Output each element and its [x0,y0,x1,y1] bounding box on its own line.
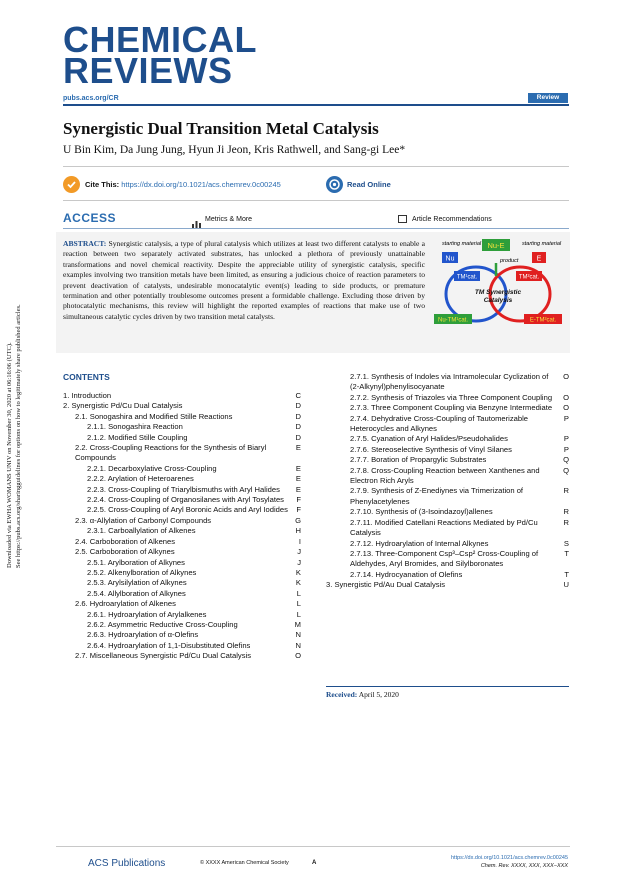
toc-entry[interactable] [63,412,301,422]
toc-center-line2: Catalysis [483,297,513,304]
toc-entry[interactable] [326,455,569,465]
toc-entry[interactable] [63,433,301,443]
toc-entry-label: 2.6.3. Hydroarylation of α-Olefins [87,630,199,640]
footer-doi[interactable]: https://dx.doi.org/10.1021/acs.chemrev.0c00245 [451,855,568,861]
toc-entry[interactable] [326,570,569,580]
toc-entry[interactable] [326,580,569,590]
toc-entry[interactable] [63,516,301,526]
toc-entry-page: R [563,507,569,517]
toc-entry-page: O [295,651,301,661]
toc-entry[interactable] [63,599,301,609]
toc-entry[interactable] [326,434,569,444]
toc-entry-label: 2.2.3. Cross-Coupling of Triarylbismuths with Aryl Halides [87,484,280,494]
toc-entry-label: 2.7.10. Synthesis of (3-Isoindazoyl)allenes [350,507,493,517]
toc-entry-page: P [563,444,569,454]
toc-entry-label: 2.5.3. Arylsilylation of Alkynes [87,578,187,588]
toc-entry-page: H [295,526,301,536]
page-number: A [312,860,317,866]
toc-entry-page: N [295,640,301,650]
toc-entry[interactable] [63,474,301,484]
toc-entry-label: 2.3. α-Allylation of Carbonyl Compounds [75,515,212,525]
toc-entry-label: 2.4. Carboboration of Alkenes [75,536,176,546]
received-label: Received: [326,690,358,699]
toc-entry[interactable] [326,549,569,570]
access-divider [63,228,569,229]
toc-nu-tm1: Nu-TM¹cat. [438,317,468,324]
toc-entry-label: 2.2. Cross-Coupling Reactions for the Synthesis of Biaryl Compounds [75,443,267,463]
toc-entry-label: 2.5.1. Arylboration of Alkynes [87,557,185,567]
toc-entry-label: 2.7.12. Hydroarylation of Internal Alkynes [350,538,489,548]
toc-entry[interactable] [326,486,569,507]
acs-logo-icon [63,852,85,874]
toc-entry[interactable] [63,558,301,568]
contents-heading: CONTENTS [63,372,110,382]
toc-entry-page: O [563,372,569,381]
abstract [63,239,425,322]
toc-entry-label: 2.7.7. Boration of Propargylic Substrates [350,455,487,465]
toc-nu: Nu [445,255,455,263]
toc-entry-label: 2.7.4. Dehydrative Cross-Coupling of Tautomerizable Heterocycles and Alkynes [350,413,528,434]
cite-url[interactable]: https://dx.doi.org/10.1021/acs.chemrev.0c00245 [121,180,281,189]
toc-entry-page: O [563,392,569,402]
toc-entry-label: 2.5.4. Allylboration of Alkynes [87,588,186,598]
toc-entry[interactable] [63,651,301,661]
toc-entry-label: 2.6.1. Hydroarylation of Arylalkenes [87,609,207,619]
toc-entry-page: R [563,486,569,496]
metrics-link[interactable]: Metrics & More [205,216,253,223]
article-title: Synergistic Dual Transition Metal Catalysis [63,119,379,138]
journal-logo-line1: CHEMICAL [63,19,257,60]
received-value: April 5, 2020 [358,690,399,699]
toc-entry-page: D [295,422,301,432]
toc-starting-material-right: starting material [522,241,562,247]
footer-journal-ref: Chem. Rev. XXXX, XXX, XXX−XXX [480,863,568,869]
toc-entry-label: 2.7.11. Modified Catellani Reactions Mediated by Pd/Cu Catalysis [350,517,538,538]
toc-entry-page: U [563,580,569,590]
toc-entry[interactable] [63,568,301,578]
toc-entry-page: T [564,548,569,558]
toc-entry[interactable] [63,578,301,588]
toc-entry-page: O [563,403,569,413]
download-notice-line1: Downloaded via EWHA WOMANS UNIV on November 30, 2020 at 06:16:06 (UTC). [6,342,13,568]
toc-entry-page: Q [563,455,569,465]
toc-entry[interactable] [63,391,301,401]
toc-entry-page: N [295,630,301,640]
cite-divider-top [63,166,569,167]
read-online-icon[interactable] [326,176,343,193]
toc-entry-page: J [297,557,301,567]
toc-entry-page: T [564,569,569,579]
toc-entry-label: 2.7.14. Hydrocyanation of Olefins [350,569,463,579]
toc-left-column [63,391,301,662]
received-date [326,690,399,699]
toc-starting-material-left: starting material [442,241,482,247]
publisher-name: ACS Publications [88,858,166,869]
toc-entry[interactable] [326,414,569,435]
toc-entry[interactable] [326,539,569,549]
toc-entry-label: 1. Introduction [63,391,112,400]
toc-entry[interactable] [63,589,301,599]
toc-entry-label: 2.2.1. Decarboxylative Cross-Coupling [87,463,217,473]
bar-chart-icon [192,215,201,223]
read-online-link[interactable]: Read Online [347,180,391,189]
toc-entry-page: S [563,538,569,548]
toc-entry[interactable] [326,518,569,539]
download-notice-line2: See https://pubs.acs.org/sharingguidelines for options on how to legitimately share published articles. [15,304,22,568]
toc-entry[interactable] [63,485,301,495]
toc-entry-page: D [295,411,301,421]
toc-entry-page: G [295,515,301,525]
toc-e: E [536,255,542,263]
journal-site-link[interactable]: pubs.acs.org/CR [63,95,119,102]
toc-entry[interactable] [326,445,569,455]
cite-icon[interactable] [63,176,80,193]
toc-entry-page: E [295,443,301,453]
access-label: ACCESS [63,211,117,225]
toc-entry[interactable] [326,403,569,413]
toc-entry[interactable] [326,507,569,517]
toc-entry-label: 2.7.9. Synthesis of Z-Enediynes via Trimerization of Phenylacetylenes [350,486,524,506]
toc-entry[interactable] [63,505,301,515]
toc-entry-page: E [295,463,301,473]
toc-entry-label: 2.7. Miscellaneous Synergistic Pd/Cu Dual Catalysis [75,651,251,661]
toc-entry-label: 2.2.2. Arylation of Heteroarenes [87,474,194,484]
toc-entry-label: 2.6.4. Hydroarylation of 1,1-Disubstituted Olefins [87,640,251,650]
abstract-text: Synergistic catalysis, a type of plural catalysis which utilizes at least two different catalysts to enable a reaction between two separately activated substrates, has unlocked a plethora of previously unattainable transformations and novel chemical reactivity. Despite the appreciable utility of synergistic catalysis, specific examples involving two transition metals have been limited, as ensuring a judicious choice of reaction parameters to prevent deactivation of catalysts, undesirable monocatalytic event(s) leading to side products, or premature termination and other potentially troublesome outcomes present a formidable challenge. Excluding those driven by photocatalytic mechanisms, this review will highlight the reported examples of reactions that make use of two simultaneous catalytic cycles driven by two transition metal catalysts. [63,239,425,321]
recommendations-icon [398,215,407,223]
toc-entry-label: 2.6.2. Asymmetric Reductive Cross-Coupling [87,619,238,629]
toc-entry[interactable] [326,466,569,487]
toc-entry[interactable] [63,443,301,464]
toc-entry-label: 2.7.2. Synthesis of Triazoles via Three Component Coupling [350,392,553,402]
toc-entry-page: E [295,474,301,484]
copyright: © XXXX American Chemical Society [200,860,289,866]
toc-tm2: TM²cat. [518,274,540,281]
toc-entry-label: 2.7.6. Stereoselective Synthesis of Vinyl Silanes [350,444,512,454]
toc-entry-label: 2.5. Carboboration of Alkynes [75,547,175,557]
toc-entry[interactable] [63,526,301,536]
received-divider [326,686,569,687]
abstract-lead: ABSTRACT: [63,239,107,248]
toc-graphic [430,236,564,336]
toc-nu-e: Nu-E [487,241,505,250]
toc-entry-label: 2. Synergistic Pd/Cu Dual Catalysis [63,401,183,411]
cite-label: Cite This: [85,180,120,189]
toc-center-line1: TM Synergistic [474,289,522,296]
toc-entry[interactable] [63,641,301,651]
toc-entry-label: 2.7.13. Three-Component Csp³–Csp² Cross-Coupling of Aldehydes, Aryl Bromides, and Silylboronates [350,548,539,569]
toc-entry-page: P [563,413,569,423]
toc-entry-label: 2.6. Hydroarylation of Alkenes [75,599,176,609]
toc-entry-page: D [295,432,301,442]
recommendations-link[interactable]: Article Recommendations [412,216,492,223]
cite-this [85,180,281,189]
toc-right-column [326,372,569,591]
article-type-badge: Review [528,93,568,103]
toc-entry[interactable] [63,620,301,630]
toc-entry-page: L [296,588,301,598]
toc-entry[interactable] [63,401,301,411]
toc-entry-page: E [295,484,301,494]
toc-entry-label: 2.7.8. Cross-Coupling Reaction between Xanthenes and Electron Rich Aryls [350,465,540,486]
toc-entry-label: 2.7.1. Synthesis of Indoles via Intramolecular Cyclization of (2-Alkynyl)phenylisocyanate [350,372,549,392]
toc-entry-label: 2.1.1. Sonogashira Reaction [87,422,183,432]
toc-entry-label: 2.5.2. Alkenylboration of Alkynes [87,567,197,577]
toc-entry-label: 2.7.5. Cyanation of Aryl Halides/Pseudohalides [350,434,508,444]
toc-entry-page: R [563,517,569,527]
download-notice [4,248,30,568]
toc-entry-page: F [296,495,301,505]
toc-entry-page: J [297,547,301,557]
toc-entry-page: M [294,619,301,629]
toc-entry[interactable] [63,495,301,505]
toc-entry-page: P [563,434,569,444]
toc-entry-label: 3. Synergistic Pd/Au Dual Catalysis [326,580,446,590]
toc-entry-page: K [295,578,301,588]
toc-entry-page: I [298,536,301,546]
toc-entry-page: C [295,391,301,400]
toc-entry-page: F [296,505,301,515]
toc-entry[interactable] [63,630,301,640]
toc-entry[interactable] [63,464,301,474]
toc-entry-page: L [296,599,301,609]
toc-entry[interactable] [63,610,301,620]
toc-entry[interactable] [63,547,301,557]
toc-entry-label: 2.3.1. Carboallylation of Alkenes [87,526,196,536]
toc-entry-label: 2.2.4. Cross-Coupling of Organosilanes with Aryl Tosylates [87,495,284,505]
toc-product: product [500,258,519,264]
journal-logo-line2: REVIEWS [63,50,233,91]
toc-entry[interactable] [63,537,301,547]
toc-entry-page: D [295,401,301,411]
toc-tm1: TM¹cat. [456,274,478,281]
toc-entry-page: L [296,609,301,619]
toc-entry-label: 2.1.2. Modified Stille Coupling [87,432,188,442]
toc-entry-page: Q [563,465,569,475]
toc-entry-label: 2.2.5. Cross-Coupling of Aryl Boronic Acids and Aryl Iodides [87,505,288,515]
toc-entry-label: 2.1. Sonogashira and Modified Stille Reactions [75,411,233,421]
article-authors: U Bin Kim, Da Jung Jung, Hyun Ji Jeon, Kris Rathwell, and Sang-gi Lee* [63,144,406,156]
toc-entry-page: K [295,567,301,577]
toc-e-tm2: E-TM²cat. [529,317,557,324]
header-divider [63,104,569,106]
cite-divider-bottom [63,200,569,201]
toc-entry-label: 2.7.3. Three Component Coupling via Benzyne Intermediate [350,403,553,413]
footer-divider [56,846,570,847]
toc-entry[interactable] [63,422,301,432]
toc-entry[interactable] [326,393,569,403]
toc-entry[interactable] [326,372,569,393]
